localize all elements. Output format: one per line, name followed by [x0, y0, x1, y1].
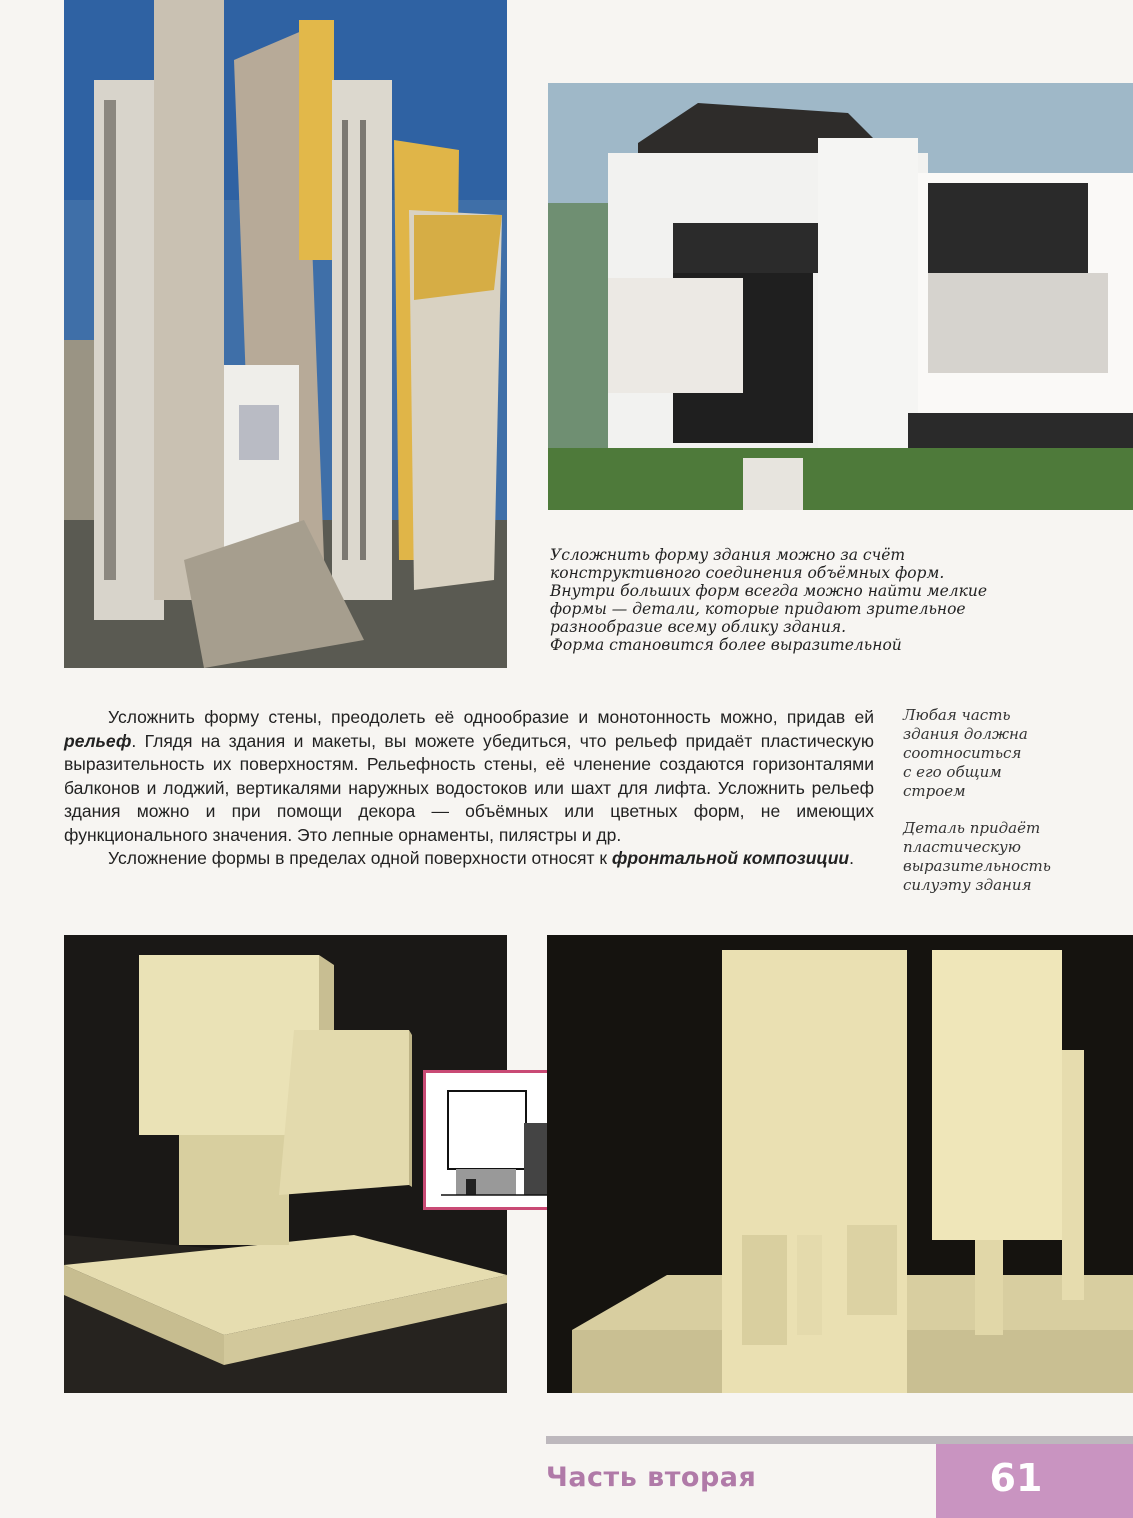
side-note-line: пластическую [903, 838, 1021, 856]
body-text [64, 706, 874, 871]
side-note-line: выразительность [903, 857, 1051, 875]
tower-photo [64, 0, 507, 668]
side-note-line: соотноситься [903, 744, 1022, 762]
photo-caption [550, 546, 1090, 654]
caption-line: Усложнить форму здания можно за счёт [550, 546, 906, 564]
caption-line: конструктивного соединения объёмных форм. [550, 564, 945, 582]
caption-line: разнообразие всему облику здания. [550, 618, 847, 636]
side-note-line: Любая часть [903, 706, 1011, 724]
side-note-line: Деталь придаёт [903, 819, 1041, 837]
paragraph-2 [64, 847, 874, 871]
term-frontal-composition: фронтальной композиции [611, 848, 850, 868]
paragraph-2-part-b: . [849, 848, 854, 868]
caption-line: формы — детали, которые придают зрительное [550, 600, 966, 618]
caption-line: Внутри больших форм всегда можно найти мелкие [550, 582, 988, 600]
paragraph-1-part-b: . Глядя на здания и макеты, вы можете убедиться, что рельеф придаёт пластическую выразительность их поверхностям. Рельефность стены, её членение создаются горизонталями балконов и лоджий, вертикалями наружных водостоков или шахт для лифта. Усложнить рельеф здания можно и при помощи декора — объёмных или цветных форм, не имеющих функционального значения. Это лепные орнаменты, пилястры и др. [64, 730, 874, 845]
house-photo [548, 83, 1133, 510]
model-right-photo [547, 935, 1133, 1393]
term-relief: рельеф [64, 730, 132, 751]
side-note-line: с его общим [903, 763, 1002, 781]
section-title: Часть вторая [546, 1462, 757, 1493]
tower-photo-illustration [64, 0, 507, 668]
caption-line: Форма становится более выразительной [550, 636, 902, 654]
side-note-line: строем [903, 782, 966, 800]
model-right-illustration [547, 935, 1133, 1393]
page-number: 61 [989, 1456, 1043, 1500]
paragraph-1 [64, 706, 874, 847]
house-photo-illustration [548, 83, 1133, 510]
paragraph-2-part-a: Усложнение формы в пределах одной поверхности относят к [108, 848, 612, 868]
paragraph-1-part-a: Усложнить форму стены, преодолеть её однообразие и монотонность можно, придав ей [108, 707, 874, 727]
side-note-2 [903, 819, 1103, 895]
side-note-1 [903, 706, 1103, 801]
footer-divider [546, 1436, 1133, 1444]
side-note-line: здания должна [903, 725, 1028, 743]
side-note-line: силуэту здания [903, 876, 1032, 894]
